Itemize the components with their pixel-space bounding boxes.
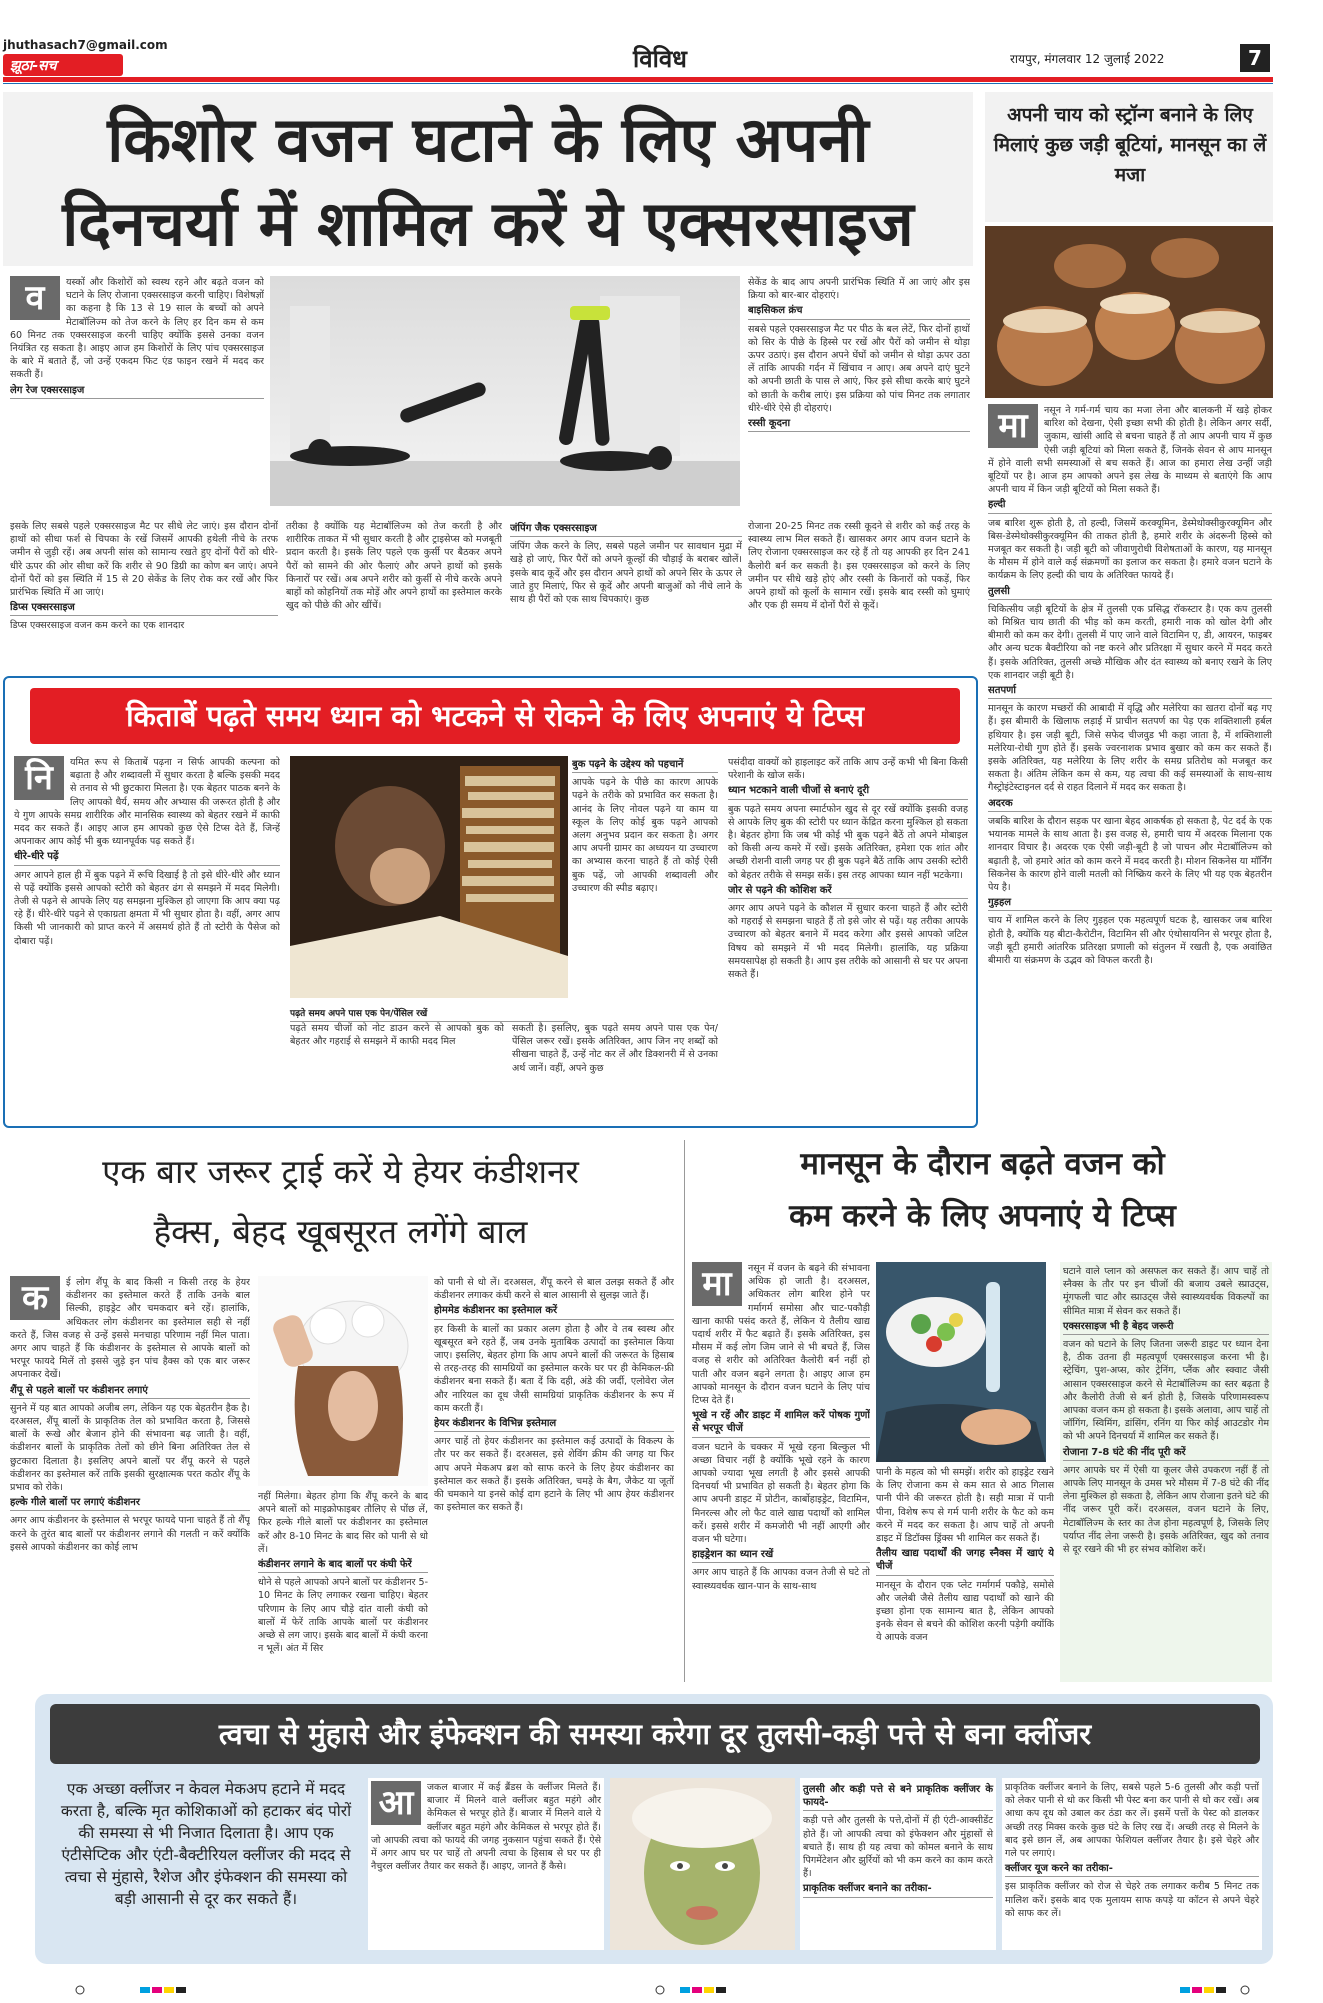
subheading: होममेड कंडीशनर का इस्तेमाल करें	[434, 1304, 674, 1319]
paragraph: धोने से पहले आपको अपने बालों पर कंडीशनर 5-10 मिनट के लिए लगाकर रखना चाहिए। बेहतर परिणाम के लिए आप चौड़े दांत वाली कंघी को बालों में फेरें ताकि आपके बालों पर कंडीशनर अच्छे से लग जाए। इसके बाद बालों में कंघी करना न भूलें। अंत में सिर	[258, 1577, 428, 1655]
paragraph: को पानी से धो लें। दरअसल, शैंपू करने से बाल उलझ सकते हैं और कंडीशनर लगाकर कंघी करने से बाल आसानी से सुलझ जाते हैं।	[434, 1277, 674, 1302]
exercise-headline-2: दिनचर्या में शामिल करें ये एक्सरसाइज	[62, 187, 914, 260]
tulsi-col-1	[368, 1778, 604, 1950]
subheading: एक्सरसाइज भी है बेहद जरूरी	[1063, 1320, 1269, 1335]
dropcap: मा	[692, 1262, 742, 1306]
paragraph: सेकेंड के बाद आप अपनी प्रारंभिक स्थिति में आ जाएं और इस क्रिया को बार-बार दोहराएं।	[748, 277, 970, 302]
paragraph: नसून में वजन के बढ़ने की संभावना अधिक हो जाती है। दरअसल, अधिकतर लोग बारिश होने पर गर्मागर्म समोसा और चाट-पकौड़ी खाना काफी पसंद करते हैं, लेकिन ये तैलीय खाद्य पदार्थ शरीर में फैट बढ़ाते हैं। इसके अतिरिक्त, इस मौसम में कई लोग जिम जाने से भी बचते हैं, जिस वजह से शरीर को अतिरिक्त कैलोरी बर्न नहीं हो पाती और वजन बढ़ने लगता है। आइए आज हम आपको मानसून के दौरान वजन घटाने के लिए पांच टिप्स देते हैं।	[692, 1263, 870, 1407]
paragraph: इसके लिए सबसे पहले एक्सरसाइज मैट पर सीधे लेट जाएं। इस दौरान दोनों हाथों को सीधा फर्श से चिपका के रखें जिसमें आपकी हथेली नीचे के तरफ जमीन से जुड़ी रहें। अब अपनी सांस को सामान्य रखते हुए दोनों पैरों को धीरे-धीरे ऊपर की ओर सीधा करें कि शरीर से 90 डिग्री का कोण बन जाएं। अपने दोनों पैरों को इस स्थिति में 15 से 20 सेकेंड के लिए रोक कर रखें और फिर प्रारंभिक स्थिति में आ जाएं।	[10, 521, 278, 599]
section-title: विविध	[633, 45, 687, 73]
subheading: प्राकृतिक क्लींजर बनाने का तरीका-	[803, 1882, 993, 1897]
paragraph: पसंदीदा वाक्यों को हाइलाइट करें ताकि आप उन्हें कभी भी बिना किसी परेशानी के खोज सकें।	[728, 757, 968, 782]
subheading: हेयर कंडीशनर के विभिन्न इस्तेमाल	[434, 1417, 674, 1432]
subheading: डिप्स एक्सरसाइज	[10, 601, 278, 616]
exercise-col-4c	[748, 520, 970, 656]
paragraph: इस प्राकृतिक क्लींजर को रोज से चेहरे तक लगाकर करीब 5 मिनट तक मालिश करें। इसके बाद एक मुलायम साफ कपड़े या कॉटन से अपने चेहरे को साफ कर लें।	[1005, 1881, 1259, 1919]
subheading: हल्के गीले बालों पर लगाएं कंडीशनर	[10, 1496, 250, 1511]
paragraph: कड़ी पत्ते और तुलसी के पत्ते,दोनों में ही एंटी-आक्सीडेंट होते हैं। जो आपकी त्वचा को इंफेक्शन और मुंहासों से बचाते हैं। साथ ही यह त्वचा को कोमल बनाने के साथ पिगमेंटेशन और झुर्रियों को भी कम करने का काम करते हैं।	[803, 1815, 993, 1880]
registration-bar	[60, 1980, 1260, 1990]
exercise-col-1b	[10, 520, 278, 656]
exercise-col-4a	[748, 276, 970, 516]
paragraph: मानसून के दौरान एक प्लेट गर्मागर्म पकौड़े, समोसे और जलेबी जैसे तैलीय खाद्य पदार्थों को खाने की इच्छा होना एक सामान्य बात है, लेकिन आपको इनके सेवन से बचने की कोशिश करनी पड़ेगी क्योंकि ये आपके वजन	[876, 1579, 1054, 1644]
subheading: जोर से पढ़ने की कोशिश करें	[728, 884, 968, 899]
subheading: धीरे-धीरे पढ़ें	[14, 850, 280, 865]
hair-headline-2: हैक्स, बेहद खूबसूरत लगेंगे बाल	[153, 1212, 528, 1251]
paragraph: सकती है। इसलिए, बुक पढ़ते समय अपने पास एक पेन/पेंसिल जरूर रखें। इसके अतिरिक्त, आप जिन नए शब्दों को सीखना चाहते हैं, उन्हें नोट कर लें और डिक्शनरी में से उनका अर्थ जानें। वहीं, अपने कुछ	[512, 1023, 718, 1074]
subheading: क्लींजर यूज करने का तरीका-	[1005, 1862, 1259, 1877]
subheading: हल्दी	[988, 498, 1272, 513]
paragraph: सबसे पहले एक्सरसाइज मैट पर पीठ के बल लेटें, फिर दोनों हाथों को सिर के पीछे के हिस्से पर रखें और पैरों को जमीन से थोड़ा ऊपर उठाएं। इस दौरान अपने घेंघों को जमीन से थोड़ा ऊपर उठा लें तांकि आपकी गर्दन में खिंचाव न आए। अब अपने दाएं घुटने को अपनी छाती के पास ले आएं, फिर इसे सीधा करके बाएं घुटने को छाती के करीब लाएं। इस प्रक्रिया को पांच मिनट तक लगातार धीरे-धीरे ऐसे ही दोहराएं।	[748, 323, 970, 414]
subheading: जंपिंग जैक एक्सरसाइज	[510, 522, 742, 537]
paragraph: चाय में शामिल करने के लिए गुड़हल एक महत्वपूर्ण घटक है, खासकर जब बारिश होती है, क्योंकि यह बीटा-कैरोटीन, विटामिन सी और एंथोसायनिन से भरपूर होता है, जड़ी बूटी हमारी आंतरिक प्रतिरक्षा प्रणाली को संतुलन में रखती है, एक अवांछित बीमारी या संक्रमण के उद्भव को विफल करती है।	[988, 915, 1272, 966]
tulsi-intro: एक अच्छा क्लींजर न केवल मेकअप हटाने में मदद करता है, बल्कि मृत कोशिकाओं को हटाकर बंद पोरों की समस्या से भी निजात दिलाता है। आप एक एंटीसेप्टिक और एंटी-बैक्टीरियल क्लींजर की मदद से त्वचा से मुंहासे, रैशेज और इंफेक्शन की समस्या को बड़ी आसानी से दूर कर सकते हैं।	[60, 1780, 352, 1908]
monsoon-headline-1: मानसून के दौरान बढ़ते वजन को	[800, 1146, 1165, 1182]
exercise-photo	[270, 276, 740, 506]
paragraph: अगर आप कंडीशनर के इस्तेमाल से भरपूर फायदे पाना चाहते हैं तो शैंपू करने के तुरंत बाद बालों पर कंडीशनर लगाने की गलती न करें क्योंकि इससे आपको कंडीशनर का कोई लाभ	[10, 1515, 250, 1553]
books-col-1	[14, 756, 280, 1120]
paragraph: वजन को घटाने के लिए जितना जरूरी डाइट पर ध्यान देना है, ठीक उतना ही महत्वपूर्ण एक्सरसाइज करना भी है। स्ट्रेचिंग, पुश-अप्स, कोर ट्रेनिंग, प्लैंक और स्क्वाट जैसी आसान एक्सरसाइज करने से मेटाबॉलिज्म का स्तर बढ़ता है और कैलोरी तेजी से बर्न होती है, जिसके परिणामस्वरूप आपका वजन कम हो सकता है। इसके अलावा, आप चाहें तो जॉगिंग, स्विमिंग, डांसिंग, रनिंग या फिर कोई आउटडोर गेम को भी अपने दिनचर्या में शामिल कर सकते हैं।	[1063, 1339, 1269, 1443]
masthead-rule-blue	[3, 83, 1273, 84]
tulsi-photo	[610, 1778, 795, 1950]
paragraph: जंपिंग जैक करने के लिए, सबसे पहले जमीन पर सावधान मुद्रा में खड़े हो जाएं, फिर पैरों को अपने कूल्हों की चौड़ाई के बराबर खोलें। इसके बाद कूदें और इस दौरान अपने हाथों को अपने सिर के ऊपर ले जाते हुए मिलाएं, फिर से कूदें और अपनी बाजुओं को नीचे लाने के साथ ही पैरों को एक साथ चिपकाएं। कुछ	[510, 541, 742, 606]
paragraph: घटाने वाले प्लान को असफल कर सकते हैं। आप चाहें तो स्नैक्स के तौर पर इन चीजों की बजाय उबले स्प्राउट्स, मूंगफली चाट और स्प्राउट्स जैसे स्वास्थ्यवर्धक विकल्पों का सीमित मात्रा में सेवन कर सकते हैं।	[1063, 1266, 1269, 1317]
paragraph: आपके पढ़ने के पीछे का कारण आपके पढ़ने के तरीके को प्रभावित कर सकता है। आनंद के लिए नोवल पढ़ने या काम या स्कूल के लिए कोई बुक पढ़ने आपको अलग अनुभव प्रदान कर सकता है। अगर आप अपनी ग्रामर का अध्ययन या उच्चारण का अभ्यास करना चाहते हैं तो कोई ऐसी बुक पढ़ें, जो आपकी शब्दावली और उच्चारण की स्पीड बढ़ाए।	[572, 777, 718, 894]
paragraph: सुनने में यह बात आपको अजीब लग, लेकिन यह एक बेहतरीन हैक है। दरअसल, शैंपू बालों के प्राकृतिक तेल को प्रभावित करता है, जिससे बालों के रूखे और बेजान होने की संभावना बढ़ जाती है। वहीं, कंडीशनर बालों के प्राकृतिक तेलों को छीने बिना अतिरिक्त तेल से छुटकारा दिलाता है। इसलिए अपने बालों पर शैंपू करने से पहले कंडीशनर का इस्तेमाल करें ताकि इसकी सुरक्षात्मक परत कठोर शैंपू के प्रभाव को रोके।	[10, 1402, 250, 1494]
dropcap: क	[10, 1276, 60, 1320]
tulsi-col-3	[1002, 1778, 1262, 1950]
subheading: शैंपू से पहले बालों पर कंडीशनर लगाएं	[10, 1384, 250, 1399]
paragraph: हर किसी के बालों का प्रकार अलग होता है और वे तब स्वस्थ और खूबसूरत बने रहते हैं, जब उनके मुताबिक उत्पादों का इस्तेमाल किया जाए। इसलिए, बेहतर होगा कि आप अपने बालों की जरूरत के हिसाब से तरह-तरह की सामग्रियों का इस्तेमाल करके घर पर ही केमिकल-फ्री कंडीशनर बना सकते हैं। बता दें कि दही, अंडे की जर्दी, एलोवेरा जेल और नारियल का दूध जैसी सामग्रियां प्राकृतिक कंडीशनर के रूप में काम करती हैं।	[434, 1323, 674, 1414]
monsoon-col-1	[692, 1262, 870, 1682]
monsoon-headline-2: कम करने के लिए अपनाएं ये टिप्स	[789, 1198, 1176, 1234]
hair-col-1	[10, 1276, 250, 1676]
email: jhuthasach7@gmail.com	[3, 38, 168, 52]
monsoon-photo	[876, 1262, 1046, 1462]
subheading: लेग रेज एक्सरसाइज	[10, 384, 264, 399]
dropcap: मा	[988, 404, 1038, 448]
paragraph: जकल बाजार में कई ब्रैंडस के क्लींजर मिलते हैं। बाजार में मिलने वाले क्लींजर बहुत महंगे और केमिकल से भरपूर होते हैं। बाजार में मिलने वाले ये क्लींजर बहुत महंगे और केमिकल से भरपूर होते हैं। जो आपकी त्वचा को फायदे की जगह नुकसान पहुंचा सकते हैं। ऐसे में अगर आप घर पर चाहें तो अपनी त्वचा के हिसाब से घर पर ही नैचुरल क्लींजर तैयार कर सकते हैं। आइए, जानते हैं कैसे।	[371, 1782, 601, 1873]
paragraph: अगर आप अपने पढ़ने के कौशल में सुधार करना चाहते हैं और स्टोरी को गहराई से समझना चाहते हैं तो इसे जोर से पढ़ें। यह तरीका आपके उच्चारण को बेहतर बनाने में मदद करेगा और इससे आपको जटिल विषय को समझने में भी मदद मिलेगी। हालांकि, यह प्रक्रिया समयसापेक्ष हो सकती है। आप इस तरीके को आसानी से घर पर अपना सकते हैं।	[728, 903, 968, 981]
monsoon-col-2	[876, 1466, 1054, 1682]
books-caption: पढ़ते समय अपने पास एक पेन/पेंसिल रखें	[290, 1004, 568, 1022]
subheading: भूखे न रहें और डाइट में शामिल करें पोषक गुणों से भरपूर चीजें	[692, 1409, 870, 1437]
paragraph: नहीं मिलेगा। बेहतर होगा कि शैंपू करने के बाद अपने बालों को माइक्रोफाइबर तौलिए से पोंछ लें, फिर हल्के गीले बालों पर कंडीशनर का इस्तेमाल करें और 8-10 मिनट के बाद सिर को पानी से धो लें।	[258, 1491, 428, 1555]
paragraph: जबकि बारिश के दौरान सड़क पर खाना बेहद आकर्षक हो सकता है, पेट दर्द के एक भयानक मामले के साथ आता है। इस वजह से, हमारी चाय में अदरक मिलाना एक शानदार विचार है। अदरक एक ऐसी जड़ी-बूटी है जो पाचन और मेटाबॉलिज्म को बढ़ाती है, जो हमारे आंत को काम करने में मदद करती है। मोशन सिकनेस या मॉर्निंग सिकनेस के कारण होने वाली मतली को निष्क्रिय करने के लिए भी यह एक बेहतरीन पेय है।	[988, 815, 1272, 893]
paragraph: डिप्स एक्सरसाइज वजन कम करने का एक शानदार	[10, 620, 185, 632]
paragraph: वजन घटाने के चक्कर में भूखे रहना बिल्कुल भी अच्छा विचार नहीं है क्योंकि भूखे रहने के कारण आपको ज्यादा भूख लगती है और इससे आपकी दिनचर्या भी प्रभावित हो सकती है। बेहतर होगा कि आप अपनी डाइट में प्रोटीन, कार्बोहाइड्रेट, विटामिन, मिनरल्स और लो फैट वाले खाद्य पदार्थों को शामिल करें। इससे शरीर में कमजोरी भी नहीं आएगी और वजन भी घटेगा।	[692, 1441, 870, 1546]
paragraph: अगर आप चाहते हैं कि आपका वजन तेजी से घटे तो स्वास्थ्यवर्धक खान-पान के साथ-साथ	[692, 1567, 870, 1592]
paragraph: अगर आपके घर में ऐसी या कूलर जैसे उपकरण नहीं हैं तो आपके लिए मानसून के उमस भरे मौसम में 7-8 घंटे की नींद लेना मुश्किल हो सकता है, लेकिन आप रोजाना इतने घंटे की नींद जरूर पूरी करें। दरअसल, वजन घटाने के लिए, मेटाबॉलिज्म के स्तर का तेज होना महत्वपूर्ण है, जिसके लिए पर्याप्त नींद लेना जरूरी है। इसके अतिरिक्त, खुद को तनाव से दूर रखने की भी हर संभव कोशिश करें।	[1063, 1464, 1269, 1556]
paragraph: नसून ने गर्म-गर्म चाय का मजा लेना और बालकनी में खड़े होकर बारिश को देखना, ऐसी इच्छा सभी की होती है। लेकिन अगर सर्दी, जुकाम, खांसी आदि से बचना चाहते हैं तो आप अपनी चाय में कुछ ऐसी जड़ी बूटियां को मिला सकते हैं, जिनके सेवन से आप मानसून में होने वाली सभी समस्याओं से बच सकते हैं। आज का हमारा लेख उन्हीं जड़ी बूटियों पर है। आज हम आपको अपने इस लेख के माध्यम से बताएंगे कि आप अपनी चाय में किन जड़ी बूटियों को मिला सकते हैं।	[988, 405, 1272, 496]
books-col-3	[512, 1022, 718, 1122]
paragraph: पानी के महत्व को भी समझें। शरीर को हाइड्रेट रखने के लिए रोजाना कम से कम सात से आठ गिलास पानी पीने की जरूरत होती है। सही मात्रा में पानी पीना, विशेष रूप से गर्म पानी शरीर के फैट को कम करने में मदद कर सकता है। आप चाहें तो अपनी डाइट में डिटॉक्स ड्रिंक्स भी शामिल कर सकते हैं।	[876, 1467, 1054, 1545]
subheading: कंडीशनर लगाने के बाद बालों पर कंघी फेरें	[258, 1558, 428, 1573]
paragraph: पढ़ते समय चीजों को नोट डाउन करने से आपको बुक को बेहतर और गहराई से समझने में काफी मदद मिल	[290, 1023, 504, 1048]
books-headline: किताबें पढ़ते समय ध्यान को भटकने से रोकने के लिए अपनाएं ये टिप्स	[126, 699, 864, 733]
subheading: तैलीय खाद्य पदार्थों की जगह स्नैक्स में खाएं ये चीजें	[876, 1547, 1054, 1575]
paragraph: प्राकृतिक क्लींजर बनाने के लिए, सबसे पहले 5-6 तुलसी और कड़ी पत्तों को लेकर पानी से धो कर किसी भी पेस्ट बना कर पानी से धो कर रखें। अब आधा कप दूध को उबाल कर ठंडा कर लें। इसमें पत्तों के पेस्ट को डालकर अच्छी तरह मिक्स करके कुछ घंटे के लिए रख दें। अच्छी तरह से मिलने के बाद इसे छान लें, अब आपका फेशियल क्लींजर तैयार है। इसे चेहरे और गले पर लगाएं।	[1005, 1782, 1259, 1860]
monsoon-divider	[684, 1140, 685, 1682]
paragraph: तरीका है क्योंकि यह मेटाबॉलिज्म को तेज करती है और शारीरिक ताकत में भी सुधार करती है और ट्राइसेप्स को मजबूती प्रदान करती है। इसके लिए पहले एक कुर्सी पर बैठकर अपने पैरों को सामने की ओर फैलाएं और अपने हाथों को इसके किनारों पर रखें। अब अपने शरीर को कुर्सी से नीचे करके अपने बाहों को कोहनियों तक मोड़ें और अपने हाथों का इस्तेमाल करके खुद को पीछे की ओर खींचें।	[286, 521, 502, 612]
exercise-col-2	[286, 520, 502, 656]
paragraph: जब बारिश शुरू होती है, तो हल्दी, जिसमें करक्यूमिन, डेस्मेथोक्सीकुरक्यूमिन और बिस-डेस्मेथोक्सीकुरक्यूमिन की ताकत होती है, हमारे शरीर के अंदरूनी हिस्से को मजबूत कर सकती है। जड़ी बूटी को जीवाणुरोधी विशेषताओं के कारण, यह मानसून के मौसम में होने वाले कई संक्रमणों का इलाज कर सकता है। हमारे वजन घटाने के कार्यक्रम के लिए हल्दी की चाय के अतिरिक्त फायदे हैं।	[988, 517, 1272, 582]
hair-photo	[258, 1276, 428, 1486]
paragraph: मानसून के कारण मच्छरों की आबादी में वृद्धि और मलेरिया का खतरा दोनों बढ़ गए हैं। इस बीमारी के खिलाफ लड़ाई में प्राचीन सतपर्ण का पेड़ एक शक्तिशाली हर्बल हथियार है। इस जड़ी बूटी, जिसे सफेद चीजवुड भी कहा जाता है, में शक्तिशाली मलेरिया-रोधी गुण होते हैं। इसके ज्वरनाशक प्रभाव बुखार को कम कर सकते हैं। इसके अतिरिक्त, यह मलेरिया के लिए शरीर के समग्र प्रतिरोध को मजबूत कर सकता है। अंतिम लेकिन कम से कम, यह त्वचा की कई समस्याओं के साथ-साथ गैस्ट्रोइंटेस्टाइनल दर्द से राहत दिलाने में मदद कर सकता है।	[988, 703, 1272, 794]
paragraph: यमित रूप से किताबें पढ़ना न सिर्फ आपकी कल्पना को बढ़ाता है और शब्दावली में सुधार करता है बल्कि इसकी मदद से तनाव से भी छुटकारा मिलता है। एक बेहतर पाठक बनने के लिए आपको धैर्य, समय और अभ्यास की जरूरत होती है और ये गुण आपके समग्र शारीरिक और मानसिक स्वास्थ्य को बेहतर रखने में काफी मदद कर सकते हैं। आइए आज हम आपको कुछ ऐसे टिप्स देते हैं, जिन्हें अपनाकर आप कोई भी बुक ध्यानपूर्वक पढ़ सकते हैं।	[14, 757, 280, 848]
exercise-col-1	[10, 276, 264, 516]
tulsi-headline: त्वचा से मुंहासे और इंफेक्शन की समस्या करेगा दूर तुलसी-कड़ी पत्ते से बना क्लींजर	[218, 1717, 1092, 1751]
paragraph: यस्कों और किशोरों को स्वस्थ रहने और बढ़ते वजन को घटाने के लिए रोजाना एक्सरसाइज करनी चाहिए। विशेषज्ञों का कहना है कि 13 से 19 साल के बच्चों को अपने मेटाबॉलिज्म को तेज करने के लिए हर दिन कम से कम 60 मिनट तक एक्सरसाइज करनी चाहिए क्योंकि इससे उनका वजन नियंत्रित रह सकता है। आइए आज हम किशोरों के लिए पांच एक्सरसाइज के बारे में बताते हैं, जो उन्हें एकदम फिट एंड फाइन रखने में मदद कर सकती हैं।	[10, 277, 264, 381]
page-number: 7	[1240, 44, 1270, 72]
hair-col-3	[434, 1276, 674, 1680]
monsoon-col-3	[1060, 1262, 1272, 1682]
paragraph: अगर चाहें तो हेयर कंडीशनर का इस्तेमाल कई उत्पादों के विकल्प के तौर पर कर सकते हैं। दरअसल, इसे शेविंग क्रीम की जगह या फिर आप अपने मेकअप ब्रश को साफ करने के लिए हेयर कंडीशनर का इस्तेमाल कर सकते हैं। इसके अतिरिक्त, चमड़े के बैग, जैकेट या जूतों की चमकाने या इनसे कोई दाग हटाने के लिए भी आप हेयर कंडीशनर का इस्तेमाल कर सकते हैं।	[434, 1436, 674, 1514]
hair-col-2	[258, 1490, 428, 1680]
paragraph: अगर आपने हाल ही में बुक पढ़ने में रूचि दिखाई है तो इसे धीरे-धीरे और ध्यान से पढ़ें क्योंकि इससे आपको स्टोरी को बेहतर ढंग से समझने में मदद मिलेगी। तेजी से पढ़ने से आपके लिए यह समझना मुश्किल हो जाएगा कि आप क्या पढ़ रहे हैं। धीरे-धीरे पढ़ने से एकाग्रता क्षमता में भी सुधार होता है। वहीं, अगर आप किसी भी जानकारी को प्राप्त करने में असमर्थ होते हैं तो स्टोरी के पैसेज को दोबारा पढ़ें।	[14, 869, 280, 947]
subheading: ध्यान भटकाने वाली चीजों से बनाएं दूरी	[728, 784, 968, 799]
tea-photo	[985, 226, 1273, 398]
paragraph: ई लोग शैंपू के बाद किसी न किसी तरह के हेयर कंडीशनर का इस्तेमाल करते हैं ताकि उनके बाल सिल्की, हाइड्रेट और चमकदार बने रहें। हालांकि, अधिकतर लोग कंडीशनर का इस्तेमाल सही से नहीं करते हैं, जिस वजह से उन्हें इससे मनचाहा परिणाम नहीं मिल पाता। अगर आप चाहते हैं कि कंडीशनर के इस्तेमाल से आपके बालों को भरपूर फायदे मिलें तो इससे जुड़े इन पांच हैक्स को एक बार जरूर अपनाकर देखें।	[10, 1277, 250, 1381]
subheading: सतपर्णा	[988, 684, 1272, 699]
subheading: रोजाना 7-8 घंटे की नींद पूरी करें	[1063, 1446, 1269, 1461]
books-col-4	[728, 756, 968, 1122]
subheading: रस्सी कूदना	[748, 417, 970, 432]
books-side	[572, 756, 718, 998]
tea-headline: अपनी चाय को स्ट्रॉन्ग बनाने के लिए मिलाएं कुछ जड़ी बूटियां, मानसून का लें मजा	[993, 104, 1267, 186]
tulsi-col-2	[800, 1778, 996, 1950]
exercise-col-3	[510, 520, 742, 656]
subheading: गुड़हल	[988, 896, 1272, 911]
dropcap: नि	[14, 756, 64, 800]
dropcap: आ	[371, 1781, 421, 1825]
paragraph: चिकित्सीय जड़ी बूटियों के क्षेत्र में तुलसी एक प्रसिद्ध रॉकस्टार है। एक कप तुलसी को मिश्रित चाय छाती की भीड़ को कम करती, हमारी नाक को खोल देगी और बीमारी को कम कर देगी। तुलसी में पाए जाने वाले विटामिन ए, डी, आयरन, फाइबर और अन्य घटक बैक्टीरिया को नष्ट करने और प्रतिरक्षा में सुधार करने में मदद करते हैं। इसके अतिरिक्त, तुलसी अच्छे मौखिक और दंत स्वास्थ्य को बनाए रखने के लिए एक शानदार जड़ी बूटी है।	[988, 603, 1272, 681]
paragraph: रोजाना 20-25 मिनट तक रस्सी कूदने से शरीर को कई तरह के स्वास्थ्य लाभ मिल सकते हैं। खासकर अगर आप वजन घटाने के लिए रोजाना एक्सरसाइज कर रहे हैं तो यह आपकी हर दिन 241 कैलोरी बर्न कर सकती है। इस एक्सरसाइज को करने के लिए जमीन पर सीधे खड़े होएं और रस्सी के किनारों को पकड़ें, फिर अपने हाथों को कूलों के सामान रखें। इसके बाद रस्सी को घुमाएं और एक ही समय में दोनों पैरों से कूदें।	[748, 521, 970, 612]
subheading: बाइसिकल क्रंच	[748, 304, 970, 319]
subheading: बुक पढ़ने के उद्देश्य को पहचानें	[572, 758, 718, 773]
masthead-rule	[3, 77, 1273, 82]
subheading: अदरक	[988, 797, 1272, 812]
paragraph: बुक पढ़ते समय अपना स्मार्टफोन खुद से दूर रखें क्योंकि इसकी वजह से आपके लिए बुक की स्टोरी पर ध्यान केंद्रित करना मुश्किल हो सकता है। बेहतर होगा कि जब भी कोई भी बुक पढ़ने बैठें तो अपने मोबाइल को किसी अन्य कमरे में रखें। इसके अतिरिक्त, हमेशा एक शांत और अच्छी रोशनी वाली जगह पर ही बुक पढ़ने बैठें ताकि आप उसकी स्टोरी को बेहतर तरीके से समझ सकें। इस तरह आपका ध्यान नहीं भटकेगा।	[728, 803, 968, 881]
books-photo	[290, 756, 568, 998]
books-col-2	[290, 1022, 504, 1122]
subheading: तुलसी और कड़ी पत्ते से बने प्राकृतिक क्लींजर के फायदे-	[803, 1783, 993, 1811]
brand-name: झूठा-सच	[10, 58, 57, 74]
date: रायपुर, मंगलवार 12 जुलाई 2022	[1010, 52, 1165, 66]
subheading: तुलसी	[988, 585, 1272, 600]
subheading: हाइड्रेशन का ध्यान रखें	[692, 1548, 870, 1563]
hair-headline-1: एक बार जरूर ट्राई करें ये हेयर कंडीशनर	[102, 1152, 579, 1191]
exercise-headline-1: किशोर वजन घटाने के लिए अपनी	[107, 103, 869, 176]
dropcap: व	[10, 276, 60, 320]
